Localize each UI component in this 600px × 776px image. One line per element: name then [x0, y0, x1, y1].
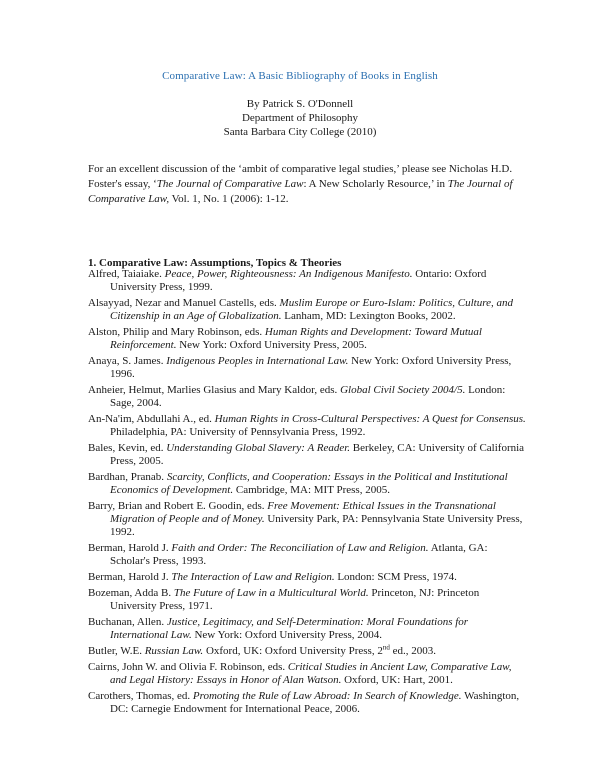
- intro-text-1: For an excellent discussion of the ‘ambit of comparative legal studies,’ please see Nicholas H.D. Foster's essay, ‘: [88, 163, 513, 190]
- bibliography-entry: [88, 571, 528, 584]
- intro-journal-title-1: The Journal of Comparative Law: [156, 178, 304, 190]
- entry-author: Bozeman, Adda B.: [88, 587, 174, 599]
- bibliography-entry: [88, 587, 528, 613]
- entry-publication-end: ed., 2003.: [389, 645, 436, 657]
- bibliography-entry: [88, 616, 528, 642]
- entry-publication: London: Sage, 2004.: [110, 384, 506, 409]
- bibliography-entry: [88, 690, 528, 716]
- entry-publication: London: SCM Press, 1974.: [334, 571, 457, 583]
- intro-text-3: Vol. 1, No. 1 (2006): 1-12.: [169, 193, 289, 205]
- bibliography-entry: [88, 326, 528, 352]
- entry-author: Barry, Brian and Robert E. Goodin, eds.: [88, 500, 268, 512]
- entry-publication: Berkeley, CA: University of California Press, 2005.: [110, 442, 525, 467]
- entry-title: Critical Studies in Ancient Law, Comparative Law, and Legal History: Essays in Honor of Alan Watson.: [110, 661, 512, 686]
- bibliography-entry: [88, 500, 528, 539]
- entry-author: Butler, W.E.: [88, 645, 145, 657]
- entry-publication: Cambridge, MA: MIT Press, 2005.: [233, 484, 390, 496]
- entry-author: Alston, Philip and Mary Robinson, eds.: [88, 326, 265, 338]
- entry-publication: Lanham, MD: Lexington Books, 2002.: [281, 310, 456, 322]
- entry-title: Global Civil Society 2004/5.: [340, 384, 466, 396]
- entry-publication: University Park, PA: Pennsylvania State University Press, 1992.: [110, 513, 523, 538]
- section-heading: 1. Comparative Law: Assumptions, Topics & Theories: [88, 257, 342, 269]
- edition-superscript: nd: [382, 643, 390, 652]
- bibliography-entry: [88, 297, 528, 323]
- entry-author: Anaya, S. James.: [88, 355, 167, 367]
- entry-author: Alfred, Taiaiake.: [88, 268, 165, 280]
- entry-publication: New York: Oxford University Press, 2004.: [191, 629, 383, 641]
- entry-author: Buchanan, Allen.: [88, 616, 167, 628]
- intro-journal-title-2: The Journal of Comparative Law,: [88, 178, 513, 205]
- entry-author: Bales, Kevin, ed.: [88, 442, 167, 454]
- entry-publication: Atlanta, GA: Scholar's Press, 1993.: [110, 542, 488, 567]
- entry-publication: Ontario: Oxford University Press, 1999.: [110, 268, 487, 293]
- bibliography-entry: [88, 645, 528, 658]
- entry-publication: Washington, DC: Carnegie Endowment for International Peace, 2006.: [110, 690, 520, 715]
- entry-author: Alsayyad, Nezar and Manuel Castells, eds.: [88, 297, 280, 309]
- bibliography-entry: [88, 355, 528, 381]
- entry-title: Human Rights in Cross-Cultural Perspectives: A Quest for Consensus.: [214, 413, 526, 425]
- bibliography-entry: [88, 413, 528, 439]
- entry-publication: Philadelphia, PA: University of Pennsylvania Press, 1992.: [110, 426, 366, 438]
- institution-line: Santa Barbara City College (2010): [223, 126, 377, 138]
- entry-publication: Oxford, UK: Oxford University Press, 2: [203, 645, 383, 657]
- intro-text-2: : A New Scholarly Resource,’ in: [303, 178, 448, 190]
- entry-title: Indigenous Peoples in International Law.: [166, 355, 349, 367]
- bibliography-entry: [88, 471, 528, 497]
- entry-title: Human Rights and Development: Toward Mutual Reinforcement.: [110, 326, 482, 351]
- intro-paragraph: [88, 162, 528, 207]
- entry-author: An-Na'im, Abdullahi A., ed.: [88, 413, 215, 425]
- entry-author: Anheier, Helmut, Marlies Glasius and Mary Kaldor, eds.: [88, 384, 341, 396]
- entry-publication: Oxford, UK: Hart, 2001.: [341, 674, 453, 686]
- entry-publication: New York: Oxford University Press, 2005.: [176, 339, 367, 351]
- entry-title: Muslim Europe or Euro-Islam: Politics, Culture, and Citizenship in an Age of Globalization.: [110, 297, 513, 322]
- entry-title: The Interaction of Law and Religion.: [171, 571, 335, 583]
- entry-author: Carothers, Thomas, ed.: [88, 690, 193, 702]
- document-title: Comparative Law: A Basic Bibliography of Books in English: [162, 70, 438, 82]
- entry-title: Free Movement: Ethical Issues in the Transnational Migration of People and of Money.: [110, 500, 496, 525]
- bibliography-entry: [88, 384, 528, 410]
- bibliography-entry: [88, 268, 528, 294]
- entry-author: Bardhan, Pranab.: [88, 471, 167, 483]
- bibliography-entry: [88, 542, 528, 568]
- author-line: By Patrick S. O'Donnell: [246, 98, 354, 110]
- bibliography-list: [88, 268, 528, 719]
- byline: [0, 97, 600, 139]
- entry-title: Russian Law.: [144, 645, 204, 657]
- department-line: Department of Philosophy: [241, 112, 359, 124]
- entry-title: Peace, Power, Righteousness: An Indigenous Manifesto.: [164, 268, 413, 280]
- entry-publication: New York: Oxford University Press, 1996.: [110, 355, 512, 380]
- entry-title: Understanding Global Slavery: A Reader.: [166, 442, 351, 454]
- entry-title: Justice, Legitimacy, and Self-Determination: Moral Foundations for International Law.: [110, 616, 469, 641]
- bibliography-entry: [88, 661, 528, 687]
- entry-publication: Princeton, NJ: Princeton University Press, 1971.: [110, 587, 480, 612]
- bibliography-entry: [88, 442, 528, 468]
- entry-author: Berman, Harold J.: [88, 571, 172, 583]
- entry-author: Cairns, John W. and Olivia F. Robinson, eds.: [88, 661, 288, 673]
- entry-title: Scarcity, Conflicts, and Cooperation: Essays in the Political and Institutional Economics of Development.: [110, 471, 508, 496]
- entry-author: Berman, Harold J.: [88, 542, 172, 554]
- entry-title: The Future of Law in a Multicultural World.: [173, 587, 369, 599]
- entry-title: Faith and Order: The Reconciliation of Law and Religion.: [171, 542, 429, 554]
- entry-title: Promoting the Rule of Law Abroad: In Search of Knowledge.: [192, 690, 462, 702]
